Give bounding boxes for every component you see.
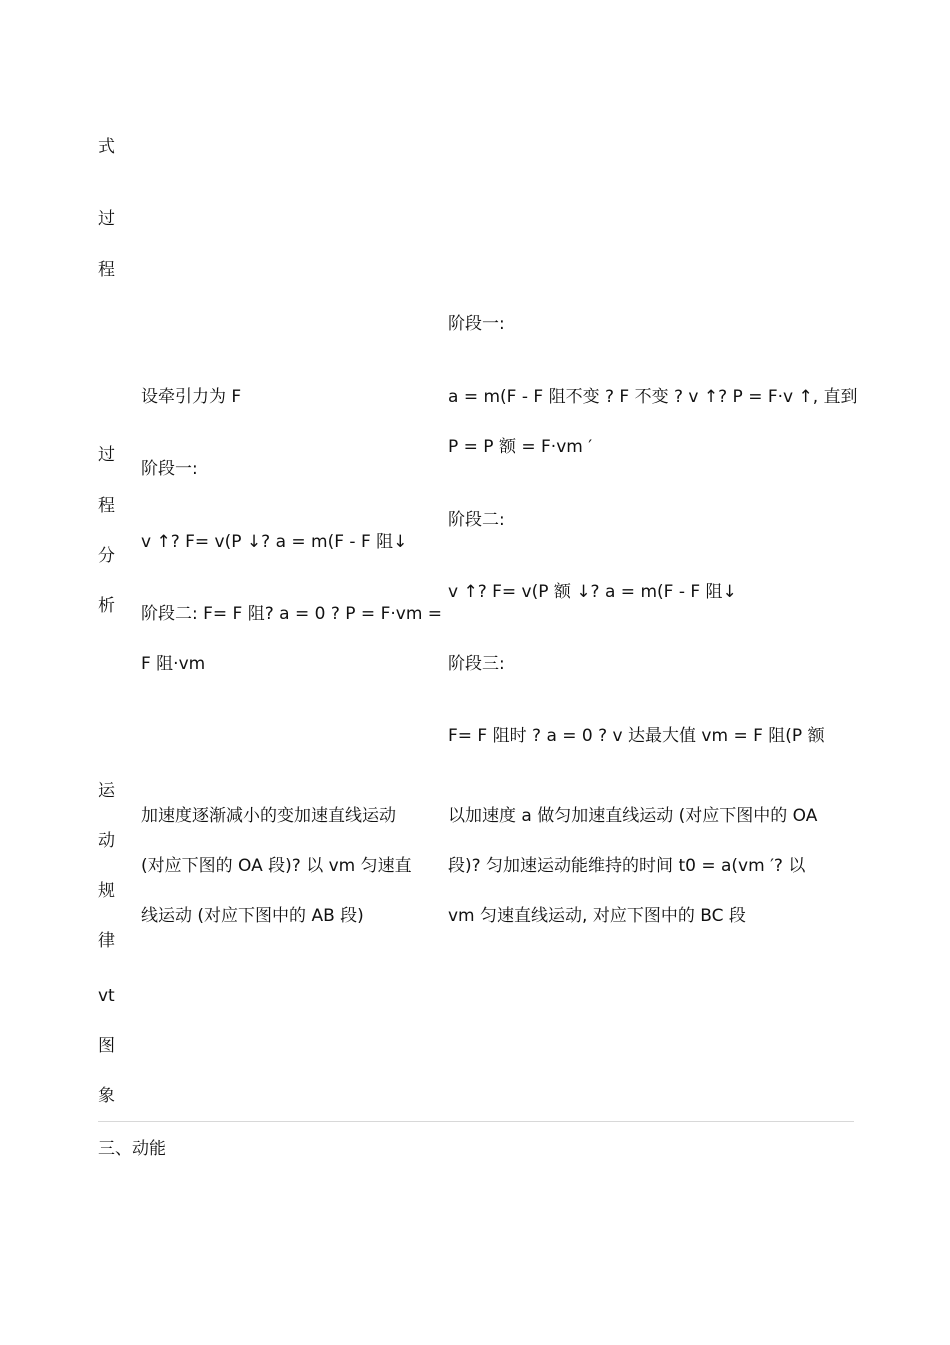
label-process-1: 过 bbox=[98, 209, 115, 229]
label-motion-1: 运 bbox=[98, 781, 115, 801]
ca-stage3-title: 阶段三: bbox=[448, 654, 505, 674]
ca-motion-3: vm 匀速直线运动, 对应下图中的 BC 段 bbox=[448, 906, 746, 926]
section-heading-kinetic-energy: 三、动能 bbox=[98, 1139, 166, 1159]
ca-motion-2: 段)? 匀加速运动能维持的时间 t0 = a(vm ′? 以 bbox=[448, 856, 806, 876]
label-vt-3: 象 bbox=[98, 1086, 115, 1106]
cp-motion-1: 加速度逐渐减小的变加速直线运动 bbox=[141, 806, 396, 826]
label-formula: 式 bbox=[98, 137, 115, 157]
cp-line-2: 阶段一: bbox=[141, 459, 198, 479]
cp-line-5: F 阻·vm bbox=[141, 654, 206, 674]
ca-stage2-line1: v ↑? F= v(P 额 ↓? a = m(F - F 阻↓ bbox=[448, 582, 737, 602]
label-motion-4: 律 bbox=[98, 931, 115, 951]
label-analysis-3: 分 bbox=[98, 546, 115, 566]
cp-motion-3: 线运动 (对应下图中的 AB 段) bbox=[141, 906, 364, 926]
ca-stage1-title: 阶段一: bbox=[448, 314, 505, 334]
label-process-2: 程 bbox=[98, 260, 115, 280]
ca-stage1-line2: P = P 额 = F·vm ′ bbox=[448, 437, 593, 457]
cp-line-3: v ↑? F= v(P ↓? a = m(F - F 阻↓ bbox=[141, 532, 408, 552]
cp-motion-2: (对应下图的 OA 段)? 以 vm 匀速直 bbox=[141, 856, 412, 876]
label-motion-3: 规 bbox=[98, 881, 115, 901]
label-vt: vt bbox=[98, 986, 115, 1006]
ca-stage1-line1: a = m(F - F 阻不变 ? F 不变 ? v ↑? P = F·v ↑, 直到 bbox=[448, 387, 858, 407]
label-analysis-1: 过 bbox=[98, 445, 115, 465]
cp-line-1: 设牵引力为 F bbox=[141, 387, 242, 407]
cp-line-4: 阶段二: F= F 阻? a = 0 ? P = F·vm = bbox=[141, 604, 443, 624]
label-analysis-2: 程 bbox=[98, 496, 115, 516]
label-motion-2: 动 bbox=[98, 831, 115, 851]
ca-stage2-title: 阶段二: bbox=[448, 510, 505, 530]
ca-motion-1: 以加速度 a 做匀加速直线运动 (对应下图中的 OA bbox=[448, 806, 818, 826]
table-bottom-rule bbox=[98, 1121, 854, 1122]
label-vt-2: 图 bbox=[98, 1036, 115, 1056]
label-analysis-4: 析 bbox=[98, 596, 115, 616]
ca-stage3-line1: F= F 阻时 ? a = 0 ? v 达最大值 vm = F 阻(P 额 bbox=[448, 726, 825, 746]
